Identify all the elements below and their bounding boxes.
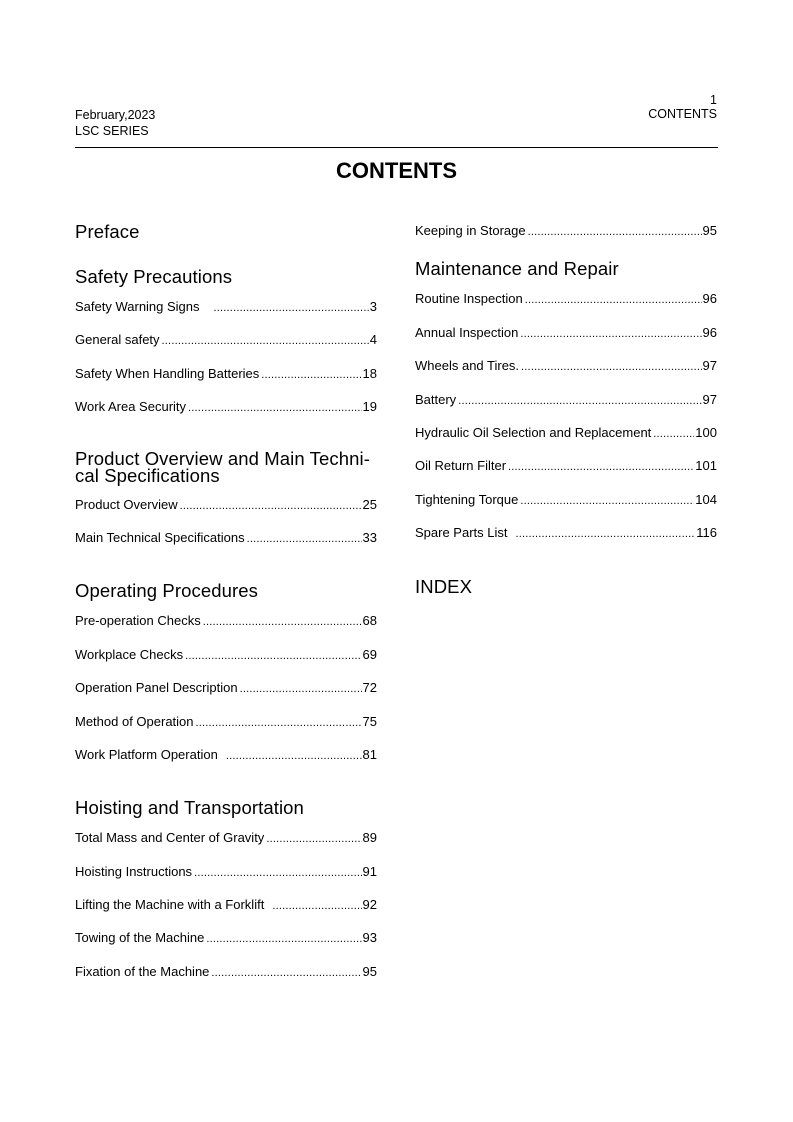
toc-entry[interactable] [415,222,717,255]
toc-entry[interactable] [415,491,717,524]
leader-dots [528,223,702,241]
toc-entry[interactable] [75,829,377,862]
toc-entry[interactable] [75,679,377,712]
header-page-number: 1 [710,93,717,107]
toc-entry-page: 19 [362,399,377,415]
toc-entry[interactable] [75,896,377,929]
toc-entry-label: Pre-operation Checks [75,613,201,629]
toc-entry[interactable] [75,646,377,679]
toc-entry-page: 72 [362,680,377,696]
toc-entry-label: Operation Panel Description [75,680,238,696]
leader-dots [194,864,361,882]
toc-entry-page: 3 [369,299,377,314]
toc-entry-page: 33 [362,529,377,545]
toc-entry[interactable] [415,391,717,424]
toc-entry-page: 81 [362,746,377,762]
header-section: CONTENTS [648,107,717,121]
toc-entry-label: Tightening Torque [415,491,519,507]
toc-left-column [75,220,377,996]
leader-dots [226,747,362,765]
toc-entry-label: Routine Inspection [415,291,523,307]
toc-entry-label: Battery [415,391,457,407]
toc-entry[interactable] [415,424,717,457]
section-title-maintenance-repair: Maintenance and Repair [415,258,619,280]
toc-entry[interactable] [75,529,377,562]
toc-entry-page: 89 [362,830,377,846]
toc-entry-page: 93 [362,930,377,946]
toc-entry-page: 75 [362,713,377,729]
toc-entry-label: Product Overview [75,496,178,512]
toc-entry-page: 95 [702,223,717,238]
toc-entry-page: 92 [362,897,377,913]
section-title-line: Product Overview and Main Techni- [75,447,370,469]
toc-entry-page: 97 [702,391,717,407]
header-date: February,2023 [75,108,156,122]
toc-entry[interactable] [415,290,717,323]
toc-entry-label: General safety [75,332,160,348]
toc-entry-page: 97 [702,358,717,374]
leader-dots [520,325,701,343]
leader-dots [206,930,361,948]
toc-entry-label: Safety When Handling Batteries [75,365,260,381]
leader-dots [266,830,361,848]
toc-entry-label: Hydraulic Oil Selection and Replacement [415,424,652,440]
page-header-left [75,107,155,139]
toc-entry-page: 100 [695,424,717,440]
toc-entry[interactable] [415,324,717,357]
leader-dots [180,497,362,515]
toc-right-column [415,222,717,608]
toc-entry[interactable] [75,612,377,645]
toc-entry-page: 18 [362,365,377,381]
leader-dots [162,332,369,350]
toc-entry-label: Work Platform Operation [75,746,218,762]
toc-entry[interactable] [75,863,377,896]
toc-entry-label: Fixation of the Machine [75,963,210,979]
toc-entry[interactable] [415,457,717,490]
toc-entry-page: 96 [702,291,717,307]
toc-entry[interactable] [75,963,377,996]
page-title: CONTENTS [336,158,457,183]
toc-entry[interactable] [75,298,377,331]
toc-entry-label: Work Area Security [75,399,187,415]
toc-entry-page: 95 [362,963,377,979]
leader-dots [185,647,361,665]
leader-dots [214,299,369,317]
toc-entry-page: 116 [696,525,717,541]
toc-entry-label: Total Mass and Center of Gravity [75,830,265,846]
toc-entry[interactable] [75,929,377,962]
leader-dots [525,291,702,309]
toc-entry-label: Oil Return Filter [415,458,507,474]
toc-entry-label: Keeping in Storage [415,223,526,238]
toc-entry-page: 104 [695,491,717,507]
section-title-operating-procedures: Operating Procedures [75,580,258,602]
section-title-product-overview [75,447,377,486]
toc-entry-label: Hoisting Instructions [75,863,193,879]
toc-entry[interactable] [75,331,377,364]
toc-entry[interactable] [75,713,377,746]
header-series: LSC SERIES [75,124,149,138]
toc-entry-page: 91 [362,863,377,879]
section-title-safety-precautions: Safety Precautions [75,266,233,287]
toc-entry-label: Annual Inspection [415,324,519,340]
leader-dots [196,714,362,732]
header-divider [75,147,718,148]
section-title-hoisting-transportation: Hoisting and Transportation [75,797,304,819]
toc-entry-page: 4 [369,332,377,348]
leader-dots [520,492,694,510]
toc-entry-page: 25 [362,496,377,512]
page-header-right [648,93,717,121]
leader-dots [458,392,701,410]
section-title-preface: Preface [75,221,140,242]
leader-dots [261,366,361,384]
toc-entry-page: 69 [362,646,377,662]
leader-dots [521,358,701,376]
leader-dots [188,399,362,417]
leader-dots [247,530,362,548]
toc-entry-page: 101 [695,458,717,474]
toc-entry[interactable] [75,398,377,431]
leader-dots [211,964,361,982]
toc-entry-label: Wheels and Tires. [415,358,520,374]
toc-entry[interactable] [415,357,717,390]
toc-entry-label: Lifting the Machine with a Forklift [75,897,265,913]
section-title-line: cal Specifications [75,464,220,486]
leader-dots [272,897,361,915]
leader-dots [516,525,696,543]
leader-dots [508,458,694,476]
toc-entry[interactable] [75,746,377,779]
section-title-index[interactable]: INDEX [415,575,473,597]
leader-dots [653,425,694,443]
toc-entry-label: Towing of the Machine [75,930,205,946]
toc-entry-label: Workplace Checks [75,646,184,662]
toc-entry[interactable] [75,365,377,398]
toc-entry[interactable] [415,524,717,557]
toc-entry[interactable] [75,496,377,529]
toc-entry-label: Method of Operation [75,713,194,729]
toc-entry-label: Safety Warning Signs [75,299,200,314]
leader-dots [240,680,362,698]
toc-entry-label: Spare Parts List [415,525,508,541]
toc-entry-label: Main Technical Specifications [75,529,245,545]
leader-dots [203,613,362,631]
toc-entry-page: 96 [702,324,717,340]
toc-entry-page: 68 [362,613,377,629]
